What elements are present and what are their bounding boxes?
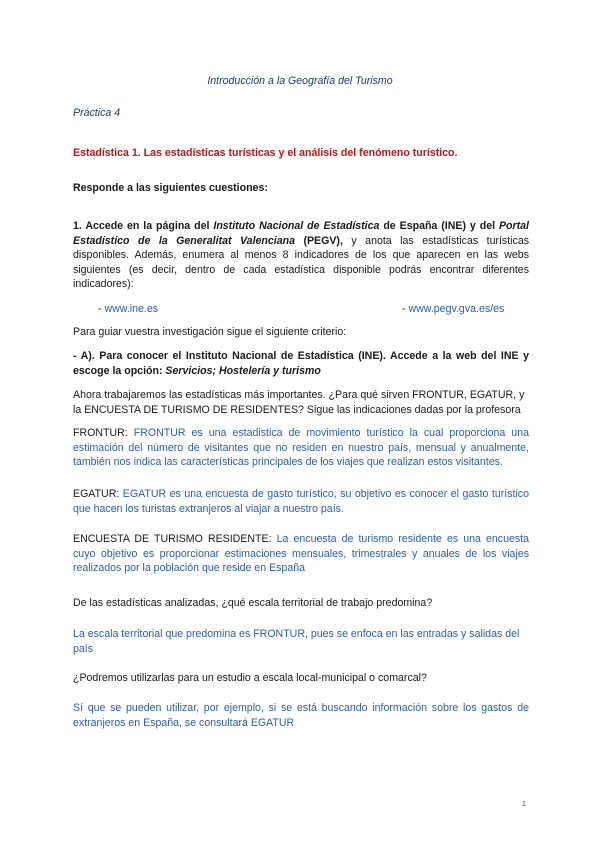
q1-text-3: (PEGV),	[294, 234, 352, 247]
ine-name: Instituto Nacional de Estadística	[213, 220, 380, 232]
question-escala: De las estadísticas analizadas, ¿qué escala territorial de trabajo predomina?	[73, 597, 433, 609]
pegv-link-prefix: -	[402, 303, 409, 315]
section-a	[73, 349, 529, 378]
answer-local: Sí que se pueden utilizar, por ejemplo, si se está buscando información sobre los gastos de extranjeros en España, se consultará EGATUR	[73, 702, 529, 729]
frontur-answer: FRONTUR es una estadistica de movimiento turístico la cual proporciona una estimación del número de visitantes que no residen en nuestro país, mensual y anualmente, también nos indica las características principales de los viajes que realizan estos visitantes.	[73, 427, 529, 469]
encuesta-label: ENCUESTA DE TURISMO RESIDENTE:	[73, 533, 277, 545]
q1-text-4: y anota las estadísticas turísticas disponibles. Además, enumera al menos 8 indicadores de los que aparecen en las webs siguientes (es decir, dentro de cada estadística disponible podrás encontrar diferentes indicadores):	[73, 234, 530, 291]
ine-link-prefix: -	[98, 303, 105, 315]
document-title: Introducción a la Geografía del Turismo	[207, 75, 393, 87]
frontur-label: FRONTUR:	[73, 427, 134, 439]
question-1	[73, 219, 529, 292]
encuesta-answer: La encuesta de turismo residente es una encuesta cuyo objetivo es proporcionar estimaciones mensuales, trimestrales y anuales de los viajes realizados por la población que reside en España	[73, 533, 529, 575]
answer-escala: La escala territorial que predomina es FRONTUR, pues se enfoca en las entradas y salidas del país	[73, 628, 520, 655]
responde-heading: Responde a las siguientes cuestiones:	[73, 182, 268, 194]
egatur-label: EGATUR:	[73, 488, 123, 500]
q1-text-2: de España (INE) y del	[379, 220, 499, 232]
frontur-block	[73, 426, 529, 470]
encuesta-block	[73, 532, 529, 576]
q1-text-1: 1. Accede en la página del	[73, 220, 214, 232]
pegv-link[interactable]: www.pegv.gva.es/es	[408, 303, 505, 315]
ahora-text: Ahora trabajaremos las estadísticas más importantes. ¿Para qué sirven FRONTUR, EGATUR, y la ENCUESTA DE TURISMO DE RESIDENTES? Sigue las indicaciones dadas por la profesora	[73, 389, 525, 416]
estadistica-heading: Estadística 1. Las estadísticas turísticas y el análisis del fenómeno turístico.	[73, 147, 458, 159]
section-a-text: - A). Para conocer el Instituto Nacional de Estadística (INE). Accede a la web del INE y escoge la opción:	[73, 350, 529, 377]
ine-link-line	[98, 302, 158, 317]
question-local: ¿Podremos utilizarlas para un estudio a escala local-municipal o comarcal?	[73, 672, 427, 684]
section-a-option: Servicios; Hostelería y turismo	[165, 364, 321, 377]
pegv-link-line	[402, 302, 504, 317]
egatur-answer: EGATUR es una encuesta de gasto turístico, su objetivo es conocer el gasto turístico que hacen los turistas extranjeros al viajar a nuestro país.	[73, 488, 529, 515]
practica-label: Práctica 4	[73, 107, 121, 119]
page-number: 1	[522, 801, 526, 808]
portal-name: Portal Estadístico de la Generalitat Valenciana	[73, 220, 529, 247]
criterio-text: Para guiar vuestra investigación sigue el siguiente criterio:	[73, 326, 347, 338]
ine-link[interactable]: www.ine.es	[104, 303, 159, 315]
egatur-block	[73, 487, 529, 516]
